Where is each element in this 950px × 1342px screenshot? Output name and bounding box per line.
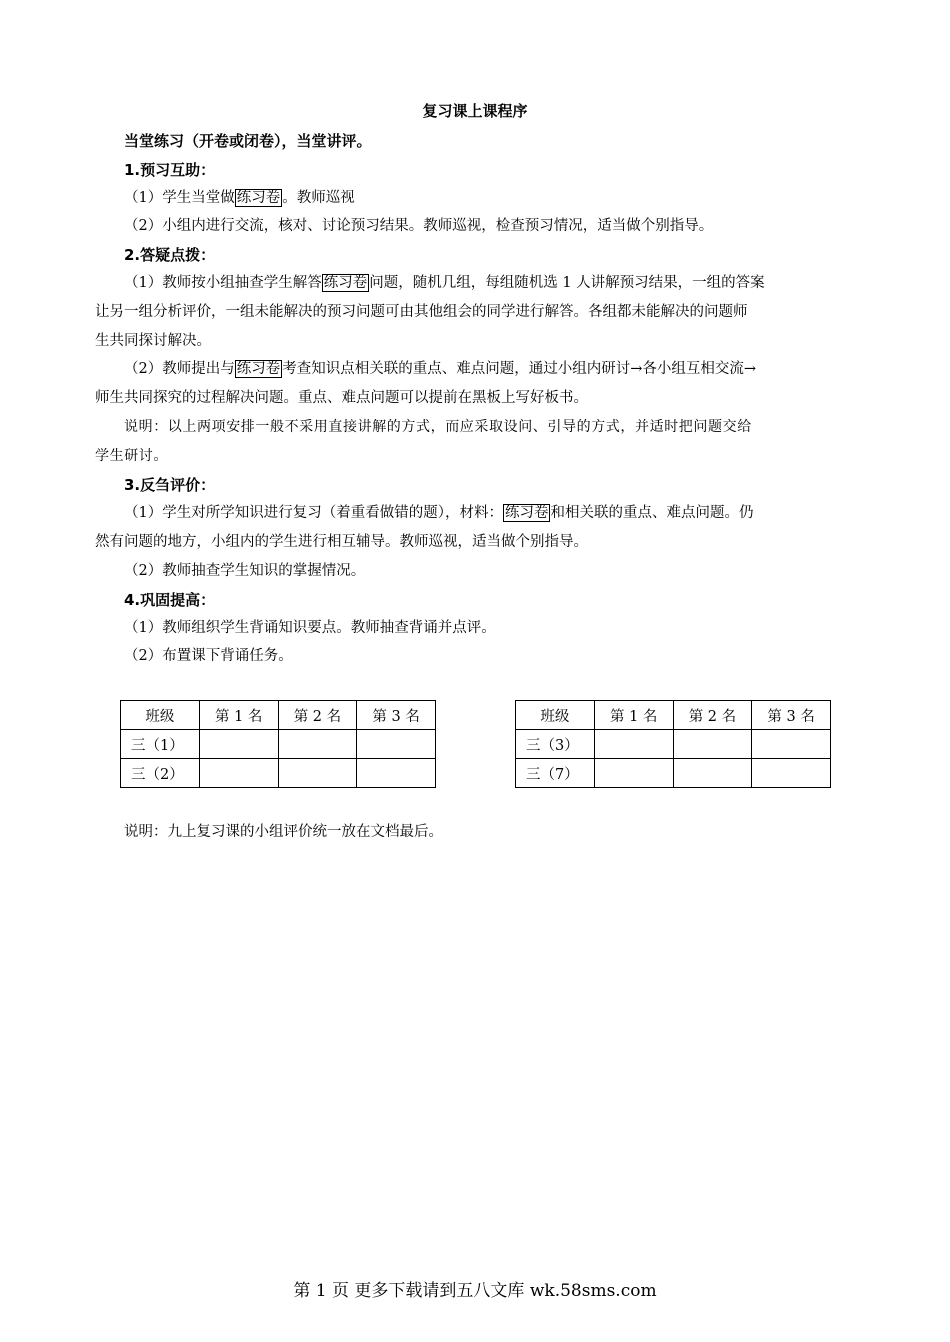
rank-cell	[752, 730, 831, 759]
section-3-item-1-line-1: （1）学生对所学知识进行复习（着重看做错的题），材料： 练习卷 和相关联的重点、难点问题。仍	[124, 505, 754, 521]
closing-note: 说明：九上复习课的小组评价统一放在文档最后。	[124, 824, 443, 840]
section-2-item-1-line-1: （1）教师按小组抽查学生解答 练习卷 问题，随机几组，每组随机选 1 人讲解预习结果，一组的答案	[124, 275, 765, 291]
table-header-row	[121, 701, 436, 730]
section-2-note-line-2: 学生研讨。	[95, 448, 168, 464]
page-title: 复习课上课程序	[422, 102, 528, 120]
rank-cell	[594, 730, 673, 759]
rank-cell	[752, 759, 831, 788]
boxed-term: 练习卷	[236, 190, 281, 206]
boxed-term: 练习卷	[323, 275, 368, 291]
section-3-item-2: （2）教师抽查学生知识的掌握情况。	[124, 563, 366, 579]
table-header-cell: 第 2 名	[278, 701, 357, 730]
table-row	[516, 759, 831, 788]
section-2-item-2-line-2: 师生共同探究的过程解决问题。重点、难点问题可以提前在黑板上写好板书。	[95, 390, 588, 406]
section-heading-2: 2.答疑点拨：	[124, 246, 216, 264]
section-heading-4: 4.巩固提高：	[124, 591, 216, 609]
table-row	[121, 759, 436, 788]
intro-line: 当堂练习（开卷或闭卷），当堂讲评。	[124, 132, 372, 150]
rank-cell	[278, 730, 357, 759]
table-header-cell: 第 1 名	[594, 701, 673, 730]
rank-cell	[673, 759, 752, 788]
section-4-item-1: （1）教师组织学生背诵知识要点。教师抽查背诵并点评。	[124, 620, 496, 636]
rank-cell	[199, 759, 278, 788]
class-cell: 三（1）	[121, 730, 200, 759]
table-header-cell: 第 2 名	[673, 701, 752, 730]
table-header-cell: 班级	[516, 701, 595, 730]
section-2-item-1-line-3: 生共同探讨解决。	[95, 333, 211, 349]
class-cell: 三（2）	[121, 759, 200, 788]
section-1-item-2: （2）小组内进行交流，核对、讨论预习结果。教师巡视，检查预习情况，适当做个别指导。	[124, 218, 714, 234]
rank-cell	[673, 730, 752, 759]
table-header-cell: 班级	[121, 701, 200, 730]
table-header-cell: 第 3 名	[357, 701, 436, 730]
ranking-table-left	[120, 700, 436, 788]
section-2-item-2-line-1: （2）教师提出与 练习卷 考查知识点相关联的重点、难点问题，通过小组内研讨→各小组互相交流→	[124, 361, 757, 377]
class-cell: 三（7）	[516, 759, 595, 788]
page-footer: 第 1 页 更多下载请到五八文库 wk.58sms.com	[293, 1281, 657, 1301]
rank-cell	[199, 730, 278, 759]
rank-cell	[357, 759, 436, 788]
rank-cell	[278, 759, 357, 788]
section-heading-3: 3.反刍评价：	[124, 476, 216, 494]
section-2-note-line-1: 说明：以上两项安排一般不采用直接讲解的方式，而应采取设问、引导的方式，并适时把问题交给	[124, 419, 752, 435]
boxed-term: 练习卷	[236, 361, 281, 377]
boxed-term: 练习卷	[504, 505, 549, 521]
rank-cell	[357, 730, 436, 759]
table-header-cell: 第 1 名	[199, 701, 278, 730]
table-header-row	[516, 701, 831, 730]
table-row	[121, 730, 436, 759]
table-header-cell: 第 3 名	[752, 701, 831, 730]
class-cell: 三（3）	[516, 730, 595, 759]
section-2-item-1-line-2: 让另一组分析评价，一组未能解决的预习问题可由其他组会的同学进行解答。各组都未能解决的问题师	[95, 304, 748, 320]
section-3-item-1-line-2: 然有问题的地方，小组内的学生进行相互辅导。教师巡视，适当做个别指导。	[95, 534, 588, 550]
section-4-item-2: （2）布置课下背诵任务。	[124, 648, 293, 664]
section-heading-1: 1.预习互助：	[124, 161, 216, 179]
section-1-item-1: （1）学生当堂做 练习卷 。教师巡视	[124, 190, 355, 206]
ranking-table-right	[515, 700, 831, 788]
rank-cell	[594, 759, 673, 788]
table-row	[516, 730, 831, 759]
